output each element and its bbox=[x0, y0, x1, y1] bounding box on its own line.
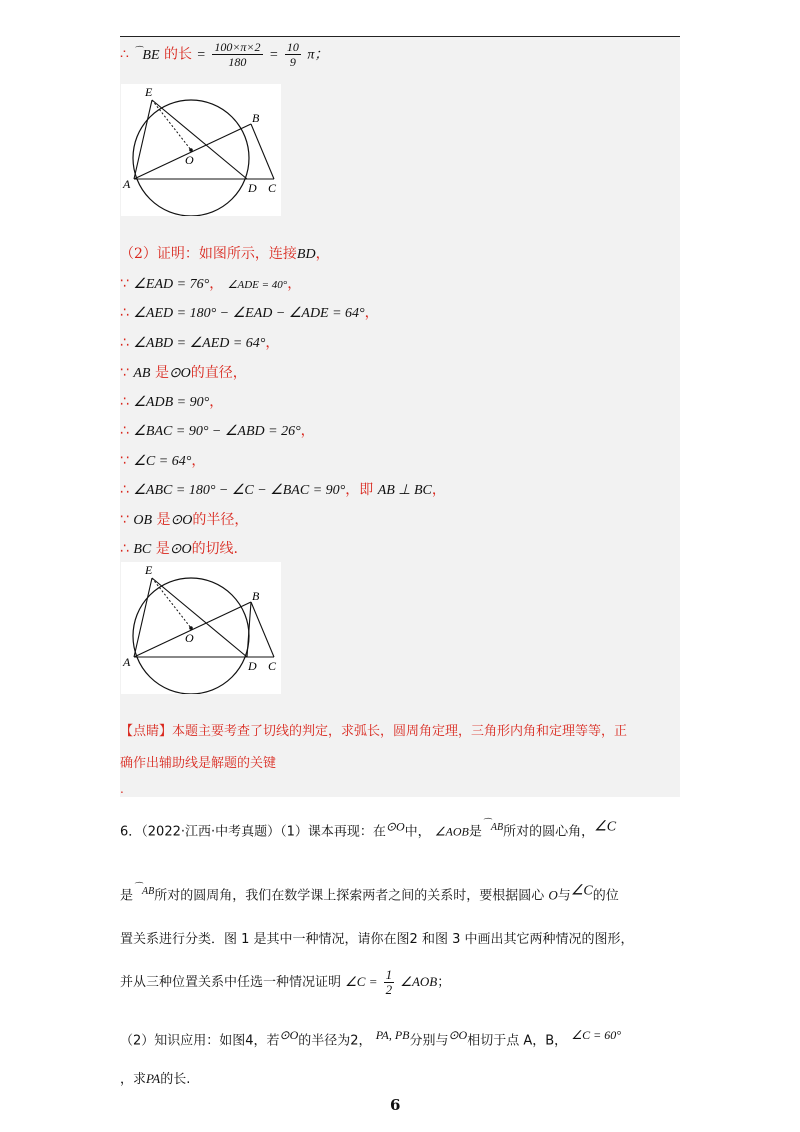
fraction-2: $\frac{10}{9}$ bbox=[286, 40, 299, 69]
label-d: D bbox=[248, 181, 257, 195]
proof-intro: （2）证明：如图所示，连接BD， bbox=[120, 246, 330, 262]
circle-diagram-1 bbox=[121, 84, 281, 216]
proof-line-4: ∵ AB 是⊙O的直径， bbox=[120, 365, 247, 381]
label-c: C bbox=[268, 181, 277, 195]
label-b: B bbox=[252, 589, 260, 603]
proof-line-2: ∴ ∠AED = 180° − ∠EAD − ∠ADE = 64°， bbox=[120, 305, 379, 321]
circle-diagram-2 bbox=[121, 562, 281, 694]
comment-line-1: 【点睛】本题主要考查了切线的判定，求弧长，圆周角定理，三角形内角和定理等等，正 bbox=[120, 724, 628, 739]
label-a: A bbox=[123, 655, 131, 669]
label-c: C bbox=[268, 659, 277, 673]
question-6-line-1: 6．（2022·江西·中考真题）（1）课本再现：在$^{⊙O}$中， ∠AOB是$^{⌒AB}$所对的圆心角，$^{\angle C}$ bbox=[120, 818, 617, 840]
proof-line-8: ∴ ∠ABC = 180° − ∠C − ∠BAC = 90°，即 AB ⊥ BC， bbox=[120, 482, 446, 498]
proof-line-1: ∵ ∠EAD = 76°， ∠ADE = 40°， bbox=[120, 276, 302, 292]
question-6-line-4: 并从三种位置关系中任选一种情况证明 ∠C = $\frac{1}{2}$ ∠AOB； bbox=[120, 967, 451, 997]
arc-length-tail: π； bbox=[307, 47, 329, 63]
question-6-line-3: 置关系进行分类．图 1 是其中一种情况，请你在图2 和图 3 中画出其它两种情况的图形， bbox=[120, 932, 634, 947]
label-o: O bbox=[185, 631, 194, 645]
proof-line-5: ∴ ∠ADB = 90°， bbox=[120, 394, 224, 410]
proof-line-6: ∴ ∠BAC = 90° − ∠ABD = 26°， bbox=[120, 423, 315, 439]
therefore-symbol: ∴ bbox=[120, 46, 129, 63]
fraction-half: $\frac{1}{2}$ bbox=[385, 967, 393, 997]
question-6-line-2: 是$^{⌒AB}$所对的圆周角，我们在数学课上探索两者之间的关系时，要根据圆心 O与$^{\angle C}$的位 bbox=[120, 882, 619, 904]
arc-length-line: ∴ ⌒BE 的长 = $\frac{100\times\pi\times 2}{180}$ = $\frac{10}{9}$ π； bbox=[120, 40, 329, 69]
comment-line-2: 确作出辅助线是解题的关键 bbox=[120, 756, 277, 771]
label-d: D bbox=[248, 659, 257, 673]
fraction-1: $\frac{100\times\pi\times 2}{180}$ bbox=[214, 40, 261, 69]
arc-label: ⌒BE bbox=[133, 44, 160, 63]
geometry-figure-2 bbox=[121, 562, 281, 694]
label-b: B bbox=[252, 111, 260, 125]
label-e: E bbox=[145, 85, 153, 99]
arc-length-text: 的长 bbox=[163, 46, 192, 63]
proof-line-10: ∴ BC 是⊙O的切线. bbox=[120, 541, 239, 557]
proof-line-9: ∵ OB 是⊙O的半径， bbox=[120, 512, 249, 528]
comment-line-3: . bbox=[120, 782, 124, 796]
question-6-line-6: ，求PA的长. bbox=[120, 1071, 191, 1087]
proof-line-7: ∵ ∠C = 64°， bbox=[120, 453, 206, 469]
geometry-figure-1 bbox=[121, 84, 281, 216]
proof-line-3: ∴ ∠ABD = ∠AED = 64°， bbox=[120, 335, 280, 351]
label-e: E bbox=[145, 563, 153, 577]
label-a: A bbox=[123, 177, 131, 191]
label-o: O bbox=[185, 153, 194, 167]
page-number: 6 bbox=[390, 1096, 401, 1114]
question-6-line-5: （2）知识应用：如图4，若$^{⊙O}$的半径为2， $^{PA, PB}$分别与$^{⊙O}$相切于点 A，B， $^{\angle C = 60^\circ}$ bbox=[120, 1028, 621, 1049]
